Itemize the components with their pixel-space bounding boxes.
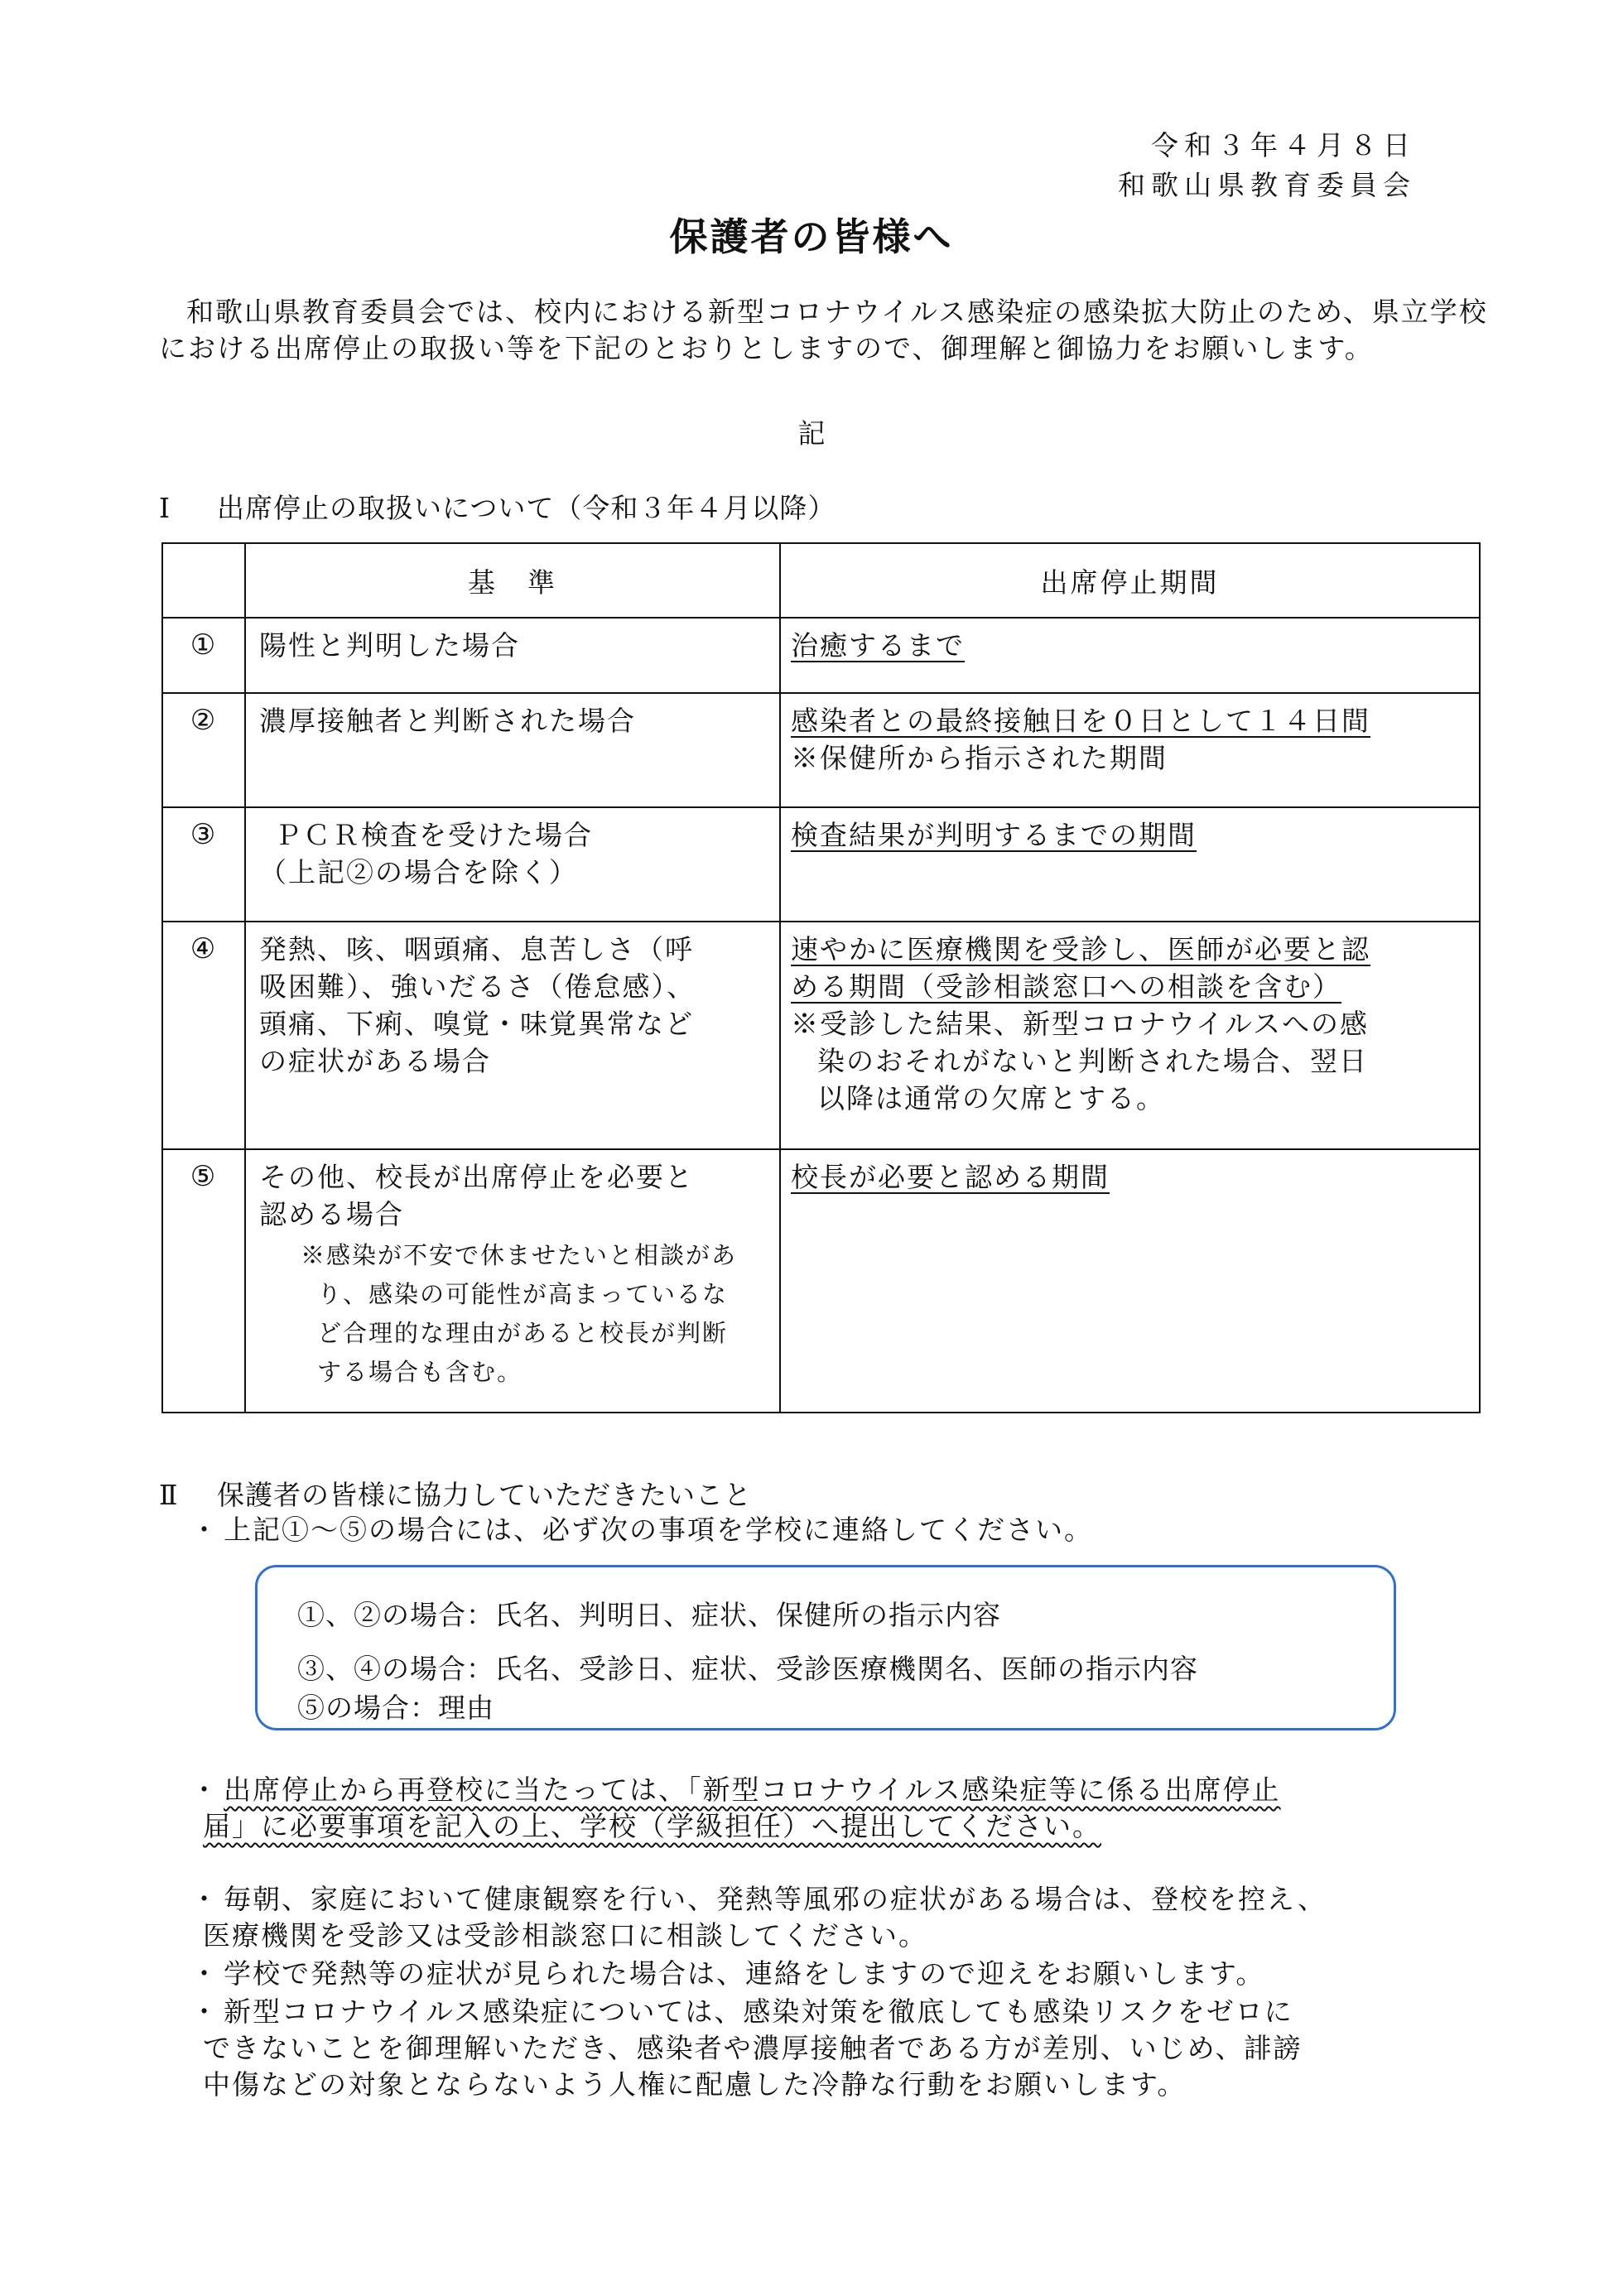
table-header-row — [162, 543, 1480, 618]
criteria-line: ＰＣＲ検査を受けた場合 — [274, 819, 593, 851]
criteria-note-line: ※感染が不安で休ませたいと相談があ — [301, 1241, 738, 1269]
criteria-line: 頭痛、下痢、嗅覚・味覚異常など — [259, 1008, 694, 1040]
criteria-line: 吸困難）、強いだるさ（倦怠感）、 — [259, 970, 696, 1003]
section1-title: 出席停止の取扱いについて（令和３年４月以降） — [217, 492, 836, 524]
row-number: ⑤ — [162, 1149, 245, 1413]
criteria-line: （上記②の場合を除く） — [259, 856, 578, 888]
row-number: ③ — [162, 807, 245, 922]
contact-items-box — [255, 1565, 1396, 1730]
box-line: ⑤の場合：理由 — [297, 1692, 494, 1724]
row-period — [780, 807, 1480, 922]
period-note: 以降は通常の欠席とする。 — [817, 1082, 1165, 1114]
bullet-item — [190, 1994, 1491, 2103]
section1-heading — [159, 487, 836, 526]
bullet-dot: ・ — [190, 1514, 219, 1546]
bullet-text-line: 中傷などの対象とならないよう人権に配慮した冷静な行動をお願いします。 — [203, 2068, 1187, 2101]
period-main: める期間（受診相談窓口への相談を含む） — [791, 970, 1341, 1003]
criteria-note — [259, 1236, 769, 1392]
document-issuer: 和歌山県教育委員会 — [1118, 169, 1416, 201]
section2-heading — [159, 1474, 752, 1513]
row-period — [780, 1149, 1480, 1413]
table-header-period: 出席停止期間 — [780, 543, 1480, 618]
bullet-text: 上記①～⑤の場合には、必ず次の事項を学校に連絡してください。 — [224, 1514, 1093, 1546]
period-main: 感染者との最終接触日を０日として１４日間 — [791, 705, 1370, 737]
criteria-line: 認める場合 — [259, 1198, 404, 1230]
bullet-text — [190, 1772, 1491, 1845]
bullet-text-line: 医療機関を受診又は受診相談窓口に相談してください。 — [203, 1919, 927, 1952]
period-main: 治癒するまで — [791, 629, 965, 662]
criteria-note-line: り、感染の可能性が高まっているな — [317, 1280, 729, 1308]
period-main: 速やかに医療機関を受診し、医師が必要と認 — [791, 933, 1370, 965]
table-row — [162, 807, 1480, 922]
criteria-line: 濃厚接触者と判断された場合 — [259, 705, 636, 737]
row-number: ① — [162, 618, 245, 693]
row-criteria — [245, 1149, 780, 1413]
intro-text: 和歌山県教育委員会では、校内における新型コロナウイルス感染症の感染拡大防止のため、県立学校における出席停止の取扱い等を下記のとおりとしますので、御理解と御協力をお願いします。 — [159, 296, 1488, 364]
bullet-text — [190, 1994, 1491, 2103]
row-period — [780, 693, 1480, 807]
bullet-dot: ・ — [190, 1774, 219, 1806]
bullet-item — [190, 1512, 1491, 1548]
bullet-item — [190, 1881, 1491, 1954]
table-row — [162, 693, 1480, 807]
table-header-no — [162, 543, 245, 618]
row-period — [780, 618, 1480, 693]
table-row — [162, 1149, 1480, 1413]
bullet-text: 学校で発熱等の症状が見られた場合は、連絡をしますので迎えをお願いします。 — [224, 1957, 1265, 1990]
page-title: 保護者の皆様へ — [669, 214, 954, 259]
bullet-item — [190, 1772, 1491, 1845]
criteria-note-line: ど合理的な理由があると校長が判断 — [317, 1319, 729, 1347]
period-note: ※受診した結果、新型コロナウイルスへの感 — [791, 1008, 1370, 1040]
bullet-text — [190, 1881, 1491, 1954]
row-criteria — [245, 922, 780, 1149]
document-date: 令和３年４月８日 — [1151, 129, 1416, 161]
criteria-line: の症状がある場合 — [259, 1045, 491, 1077]
criteria-note-line: する場合も含む。 — [317, 1358, 523, 1386]
section2-title: 保護者の皆様に協力していただきたいこと — [217, 1479, 752, 1511]
ki-mark: 記 — [797, 417, 826, 450]
bullet-text-line: 届」に必要事項を記入の上、学校（学級担任）へ提出してください。 — [203, 1810, 1101, 1842]
box-line: ①、②の場合：氏名、判明日、症状、保健所の指示内容 — [297, 1599, 1001, 1631]
row-criteria — [245, 618, 780, 693]
bullet-dot: ・ — [190, 1883, 219, 1915]
box-line: ③、④の場合：氏名、受診日、症状、受診医療機関名、医師の指示内容 — [297, 1653, 1198, 1685]
bullet-text-line: 出席停止から再登校に当たっては、「新型コロナウイルス感染症等に係る出席停止 — [224, 1774, 1281, 1806]
section1-number: Ⅰ — [159, 492, 171, 524]
bullet-dot: ・ — [190, 1957, 219, 1990]
bullet-text-line: 新型コロナウイルス感染症については、感染対策を徹底しても感染リスクをゼロに — [224, 1995, 1293, 2028]
period-main: 検査結果が判明するまでの期間 — [791, 819, 1197, 851]
bullet-item — [190, 1956, 1491, 1992]
table-header-criteria: 基 準 — [245, 543, 780, 618]
criteria-line: その他、校長が出席停止を必要と — [259, 1161, 694, 1193]
period-note: ※保健所から指示された期間 — [791, 742, 1168, 774]
criteria-line: 発熱、咳、咽頭痛、息苦しさ（呼 — [259, 933, 694, 965]
period-note: 染のおそれがないと判断された場合、翌日 — [817, 1045, 1368, 1077]
table-row — [162, 922, 1480, 1149]
row-number: ② — [162, 693, 245, 807]
table-row — [162, 618, 1480, 693]
row-period — [780, 922, 1480, 1149]
criteria-line: 陽性と判明した場合 — [259, 629, 520, 662]
row-criteria — [245, 693, 780, 807]
bullet-text-line: 毎朝、家庭において健康観察を行い、発熱等風邪の症状がある場合は、登校を控え、 — [224, 1883, 1327, 1915]
attendance-suspension-table — [161, 542, 1481, 1413]
bullet-dot: ・ — [190, 1995, 219, 2028]
row-number: ④ — [162, 922, 245, 1149]
row-criteria — [245, 807, 780, 922]
intro-paragraph — [159, 294, 1500, 367]
period-main: 校長が必要と認める期間 — [791, 1161, 1110, 1193]
section2-number: Ⅱ — [159, 1479, 179, 1511]
bullet-text-line: できないことを御理解いただき、感染者や濃厚接触者である方が差別、いじめ、誹謗 — [203, 2032, 1303, 2064]
